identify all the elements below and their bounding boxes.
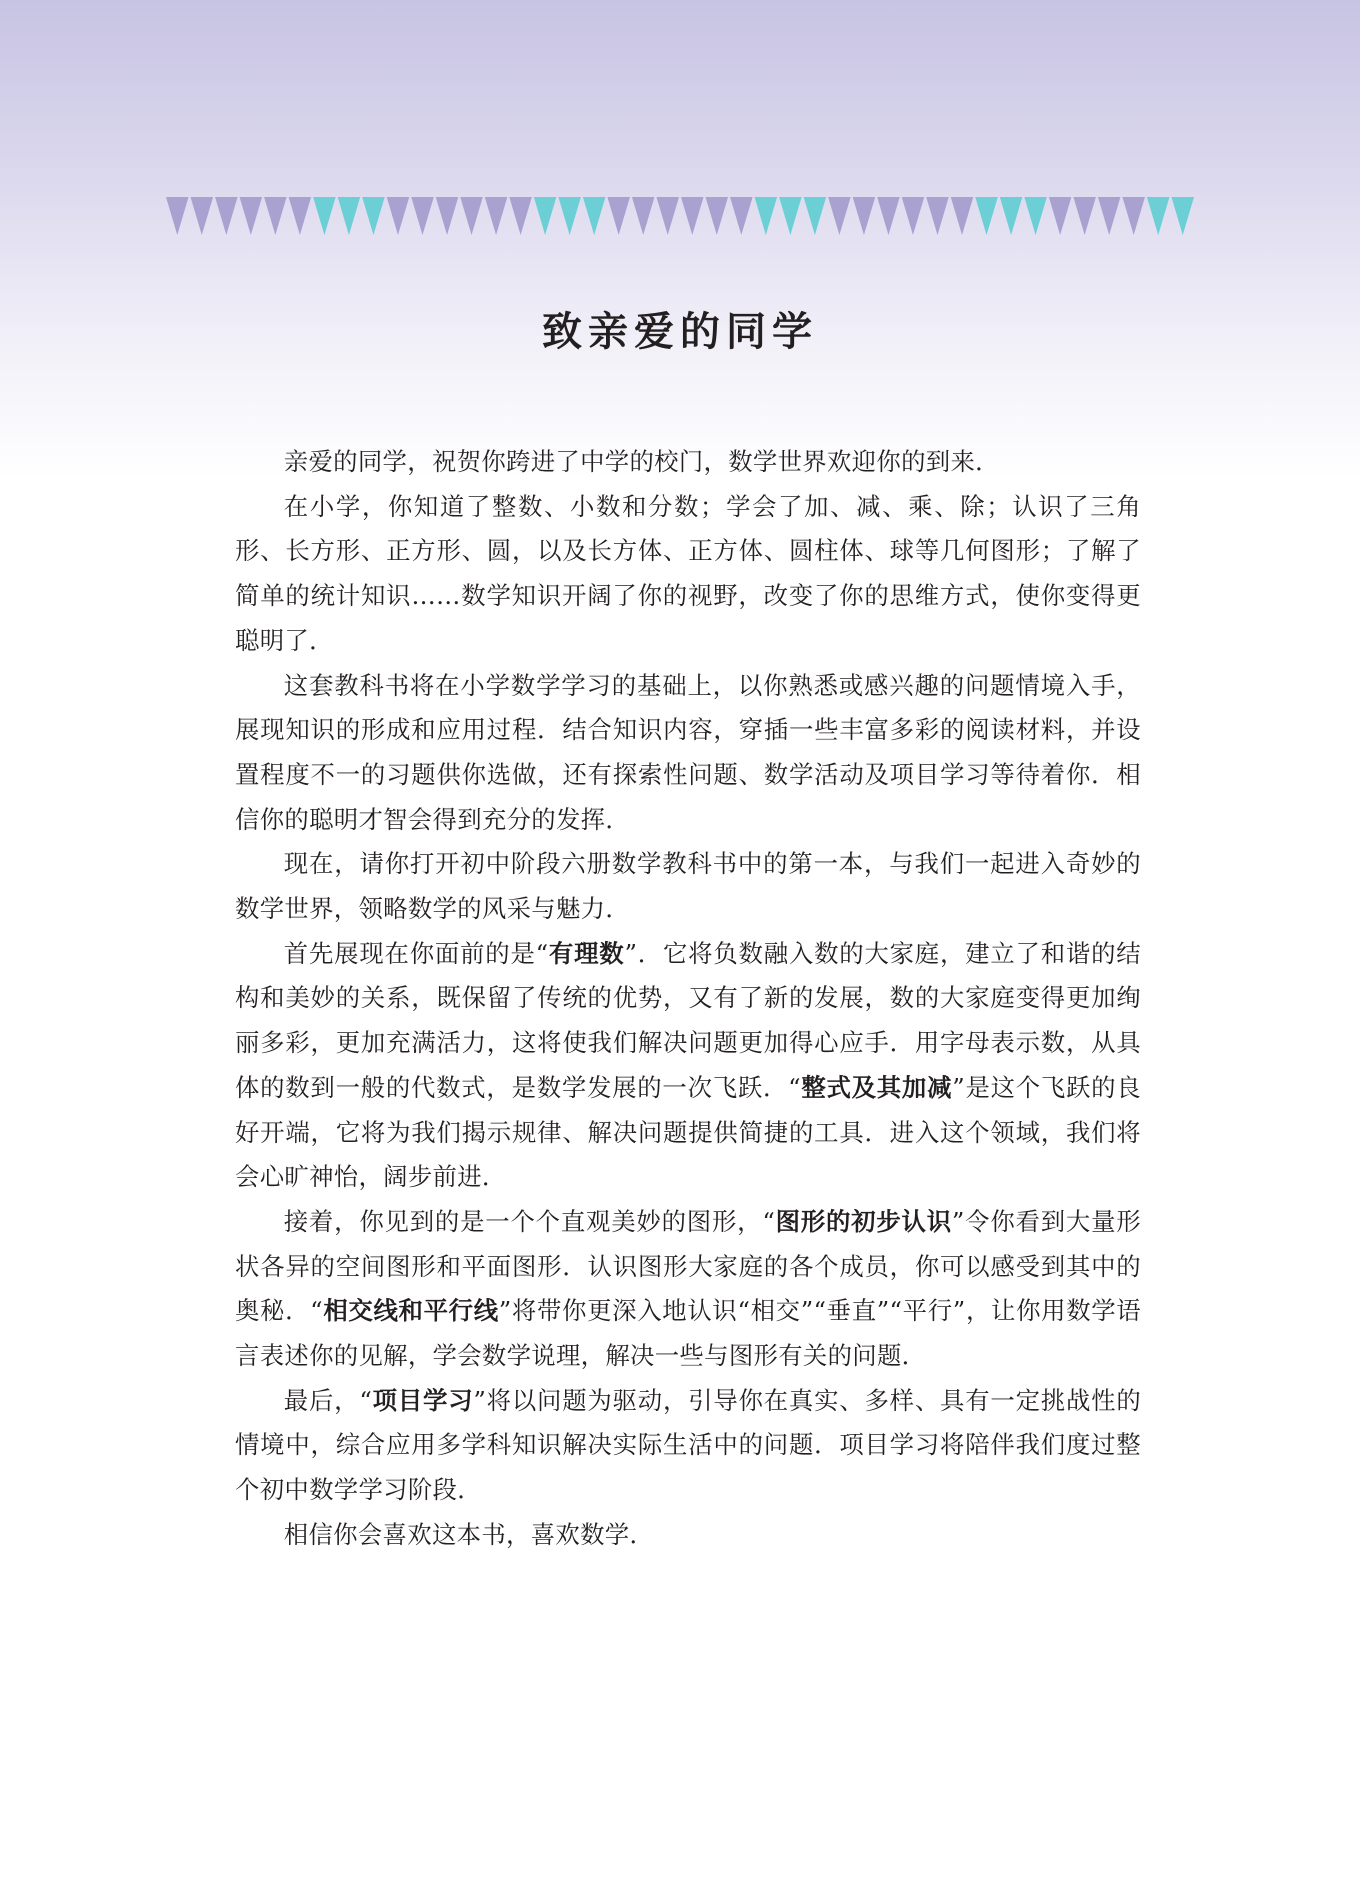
highlight-term: 项目学习 [372, 1385, 474, 1415]
bunting-triangle [485, 197, 508, 235]
bunting-triangle [730, 197, 753, 235]
bunting-decoration [165, 197, 1195, 235]
paragraph [235, 842, 1141, 931]
paragraph-text: ”是这个飞跃的良好开端，它将为我们揭示规律、解决问题提供简捷的工具．进入这个领域，我们将会心旷神怡，阔步前进． [235, 1072, 1141, 1192]
bunting-triangle [877, 197, 900, 235]
bunting-triangle [509, 197, 532, 235]
bunting-triangle [779, 197, 802, 235]
bunting-triangle [975, 197, 998, 235]
bunting-triangle [362, 197, 385, 235]
paragraph-text: 最后，“ [283, 1385, 373, 1415]
bunting-triangle [460, 197, 483, 235]
bunting-triangle [191, 197, 214, 235]
bunting-triangle [1171, 197, 1194, 235]
bunting-triangle [313, 197, 336, 235]
bunting-triangle [926, 197, 949, 235]
page-title: 致亲爱的同学 [542, 309, 818, 355]
letter-body [235, 440, 1141, 1558]
paragraph [235, 1200, 1141, 1379]
highlight-term: 整式及其加减 [800, 1072, 953, 1102]
bunting-triangle [681, 197, 704, 235]
bunting-triangle [1098, 197, 1121, 235]
paragraph [235, 1379, 1141, 1513]
highlight-term: 有理数 [548, 938, 625, 968]
bunting-triangle [1024, 197, 1047, 235]
bunting-triangle [436, 197, 459, 235]
bunting-triangle [534, 197, 557, 235]
paragraph-text: 相信你会喜欢这本书，喜欢数学． [283, 1519, 655, 1549]
bunting-triangle [632, 197, 655, 235]
paragraph-text: 这套教科书将在小学数学学习的基础上，以你熟悉或感兴趣的问题情境入手，展现知识的形成和应用过程．结合知识内容，穿插一些丰富多彩的阅读材料，并设置程度不一的习题供你选做，还有探索性问题、数学活动及项目学习等待着你．相信你的聪明才智会得到充分的发挥． [235, 670, 1141, 834]
bunting-triangle [166, 197, 189, 235]
highlight-term: 相交线和平行线 [322, 1296, 499, 1326]
paragraph-text: 首先展现在你面前的是“ [283, 938, 549, 968]
paragraph [235, 440, 1141, 485]
paragraph [235, 932, 1141, 1200]
bunting-triangle [951, 197, 974, 235]
bunting-triangle [264, 197, 287, 235]
paragraph-text: 接着，你见到的是一个个直观美妙的图形，“ [283, 1206, 776, 1236]
bunting-triangle [1000, 197, 1023, 235]
bunting-triangle [804, 197, 827, 235]
bunting-triangle [558, 197, 581, 235]
bunting-triangle [411, 197, 434, 235]
bunting-triangle [338, 197, 361, 235]
bunting-triangle [289, 197, 312, 235]
paragraph [235, 1513, 1141, 1558]
bunting-triangle [828, 197, 851, 235]
bunting-triangle [240, 197, 263, 235]
bunting-triangle [583, 197, 606, 235]
bunting-triangle [1122, 197, 1145, 235]
bunting-triangle [215, 197, 238, 235]
paragraph-text: ”将以问题为驱动，引导你在真实、多样、具有一定挑战性的情境中，综合应用多学科知识解决实际生活中的问题．项目学习将陪伴我们度过整个初中数学学习阶段． [235, 1385, 1142, 1505]
bunting-triangle [902, 197, 925, 235]
paragraph [235, 664, 1141, 843]
bunting-triangle [656, 197, 679, 235]
bunting-triangle [387, 197, 410, 235]
bunting-triangle [1147, 197, 1170, 235]
paragraph-text: ”将带你更深入地认识“相交”“垂直”“平行”，让你用数学语言表述你的见解，学会数学说理，解决一些与图形有关的问题． [235, 1296, 1142, 1371]
paragraph-text: 现在，请你打开初中阶段六册数学教科书中的第一本，与我们一起进入奇妙的数学世界，领略数学的风采与魅力． [235, 849, 1141, 924]
bunting-triangle [755, 197, 778, 235]
bunting-triangle [1073, 197, 1096, 235]
paragraph-text: ”．它将负数融入数的大家庭，建立了和谐的结构和美妙的关系，既保留了传统的优势，又有了新的发展，数的大家庭变得更加绚丽多彩，更加充满活力，这将使我们解决问题更加得心应手．用字母表示数，从具体的数到一般的代数式，是数学发展的一次飞跃．“ [235, 938, 1141, 1102]
paragraph-text: 在小学，你知道了整数、小数和分数；学会了加、减、乘、除；认识了三角形、长方形、正方形、圆，以及长方体、正方体、圆柱体、球等几何图形；了解了简单的统计知识……数学知识开阔了你的视野，改变了你的思维方式，使你变得更聪明了． [235, 491, 1141, 655]
bunting-triangle [607, 197, 630, 235]
paragraph-text: ”令你看到大量形状各异的空间图形和平面图形．认识图形大家庭的各个成员，你可以感受到其中的奥秘．“ [235, 1206, 1141, 1326]
bunting-triangle [706, 197, 729, 235]
highlight-term: 图形的初步认识 [775, 1206, 952, 1236]
bunting-triangle [1049, 197, 1072, 235]
bunting-triangle [853, 197, 876, 235]
paragraph [235, 485, 1141, 664]
paragraph-text: 亲爱的同学，祝贺你跨进了中学的校门，数学世界欢迎你的到来． [283, 447, 1000, 476]
